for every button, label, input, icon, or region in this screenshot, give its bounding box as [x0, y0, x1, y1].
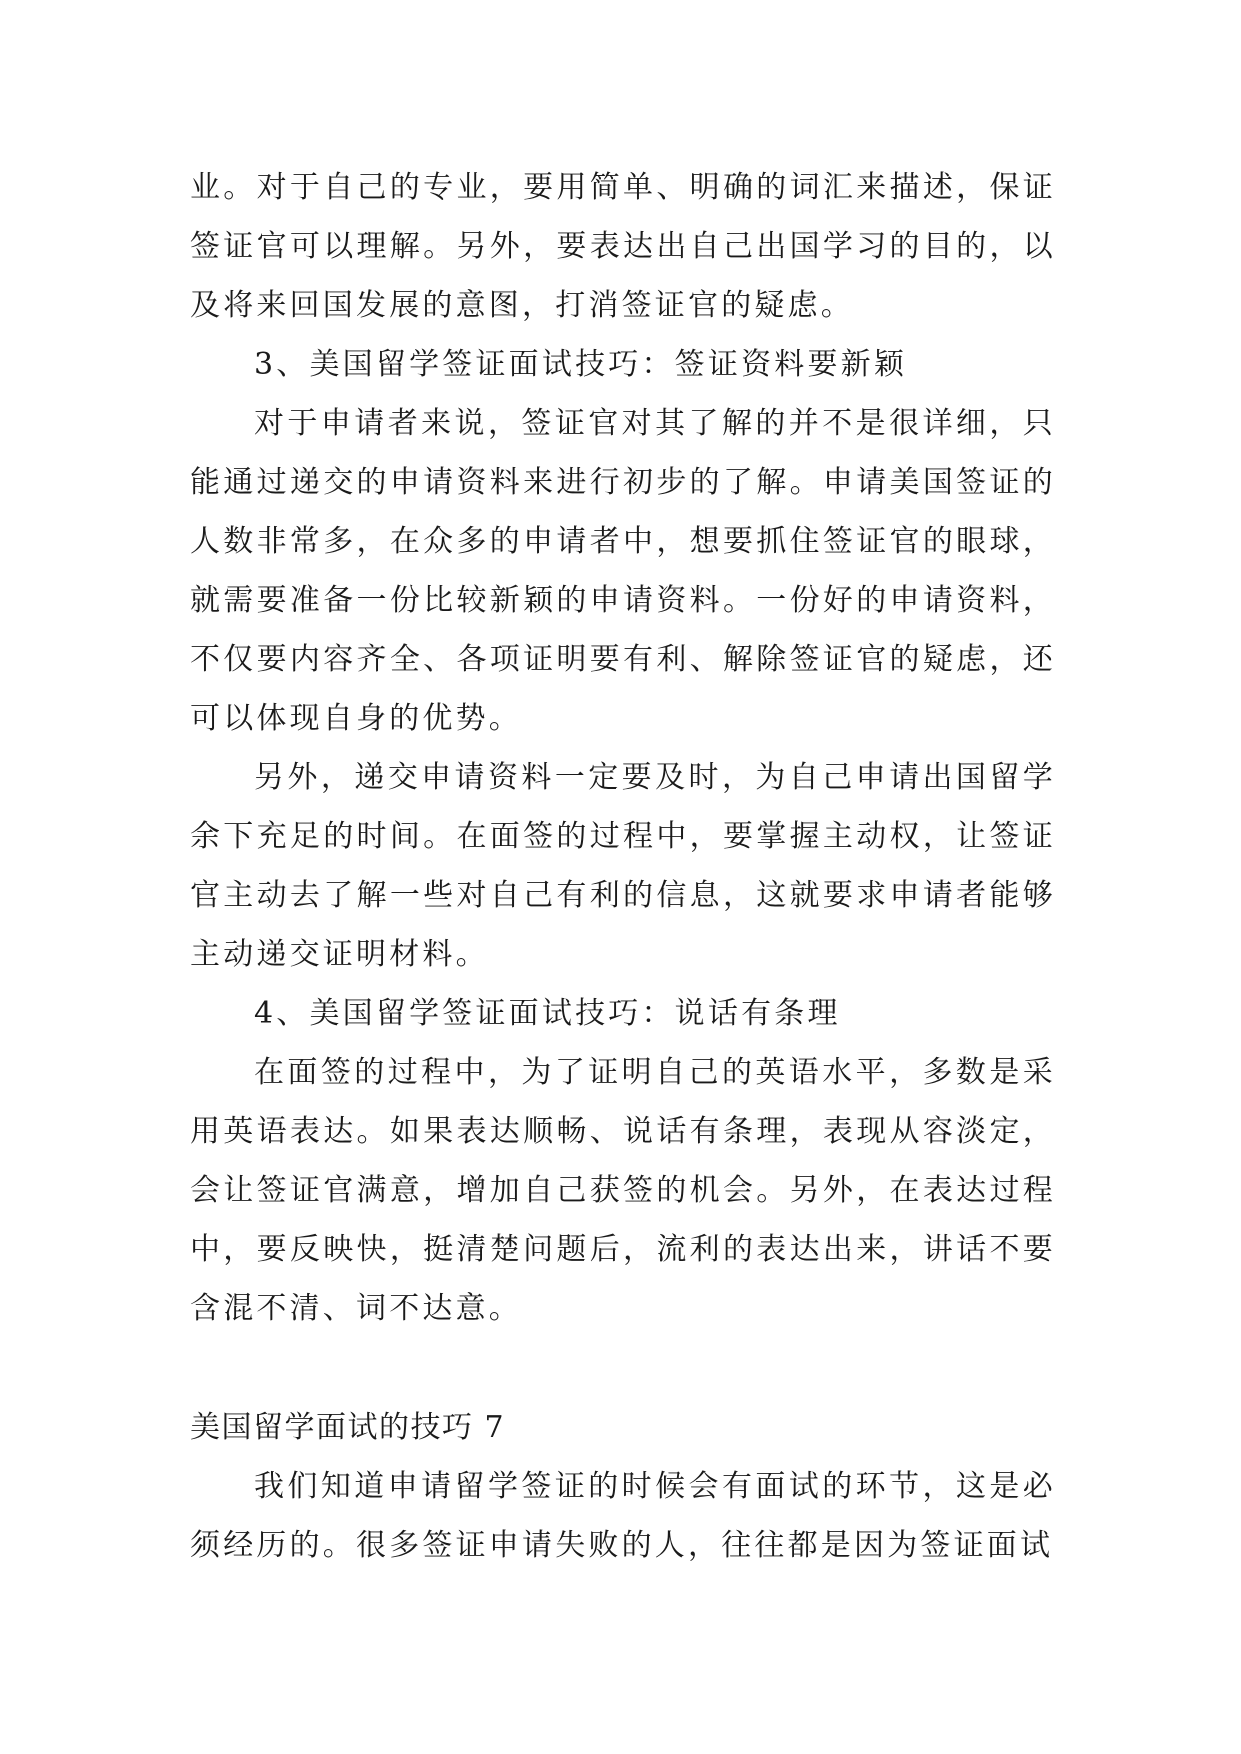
- document-body: [190, 158, 1056, 1575]
- paragraph-1: 业。对于自己的专业，要用简单、明确的词汇来描述，保证签证官可以理解。另外，要表达出自己出国学习的目的，以及将来回国发展的意图，打消签证官的疑虑。: [190, 170, 1056, 323]
- subheading-3-visa-materials: 3、美国留学签证面试技巧：签证资料要新颖: [254, 347, 908, 382]
- section-gap: [190, 1338, 1056, 1398]
- subheading-4-speak-clearly: 4、美国留学签证面试技巧：说话有条理: [254, 996, 841, 1031]
- paragraph-2: 对于申请者来说，签证官对其了解的并不是很详细，只能通过递交的申请资料来进行初步的了解。申请美国签证的人数非常多，在众多的申请者中，想要抓住签证官的眼球，就需要准备一份比较新颖的申请资料。一份好的申请资料，不仅要内容齐全、各项证明要有利、解除签证官的疑虑，还可以体现自身的优势。: [190, 406, 1056, 736]
- section-paragraph-1: 我们知道申请留学签证的时候会有面试的环节，这是必须经历的。很多签证申请失败的人，往往都是因为签证面试: [190, 1469, 1056, 1563]
- section-title: 美国留学面试的技巧 7: [190, 1410, 506, 1445]
- paragraph-3: 另外，递交申请资料一定要及时，为自己申请出国留学余下充足的时间。在面签的过程中，要掌握主动权，让签证官主动去了解一些对自己有利的信息，这就要求申请者能够主动递交证明材料。: [190, 760, 1056, 972]
- paragraph-4: 在面签的过程中，为了证明自己的英语水平，多数是采用英语表达。如果表达顺畅、说话有条理，表现从容淡定，会让签证官满意，增加自己获签的机会。另外，在表达过程中，要反映快，挺清楚问题后，流利的表达出来，讲话不要含混不清、词不达意。: [190, 1055, 1056, 1326]
